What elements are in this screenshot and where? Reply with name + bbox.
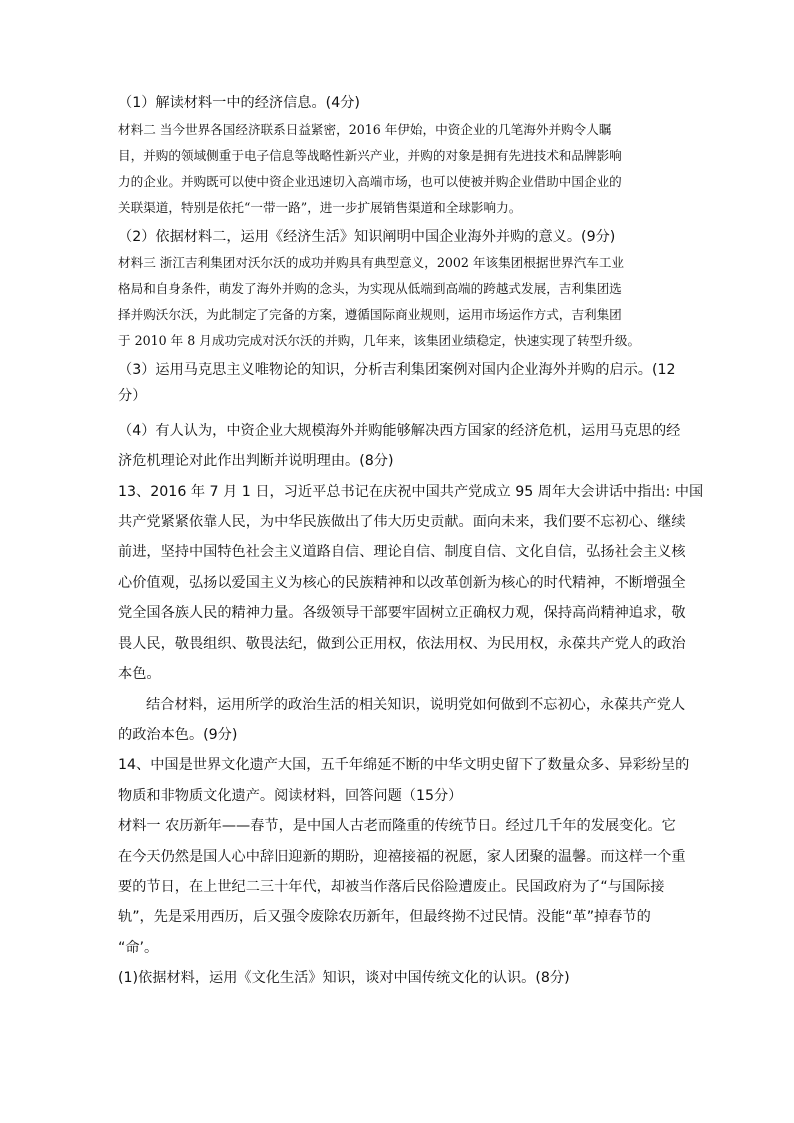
- material-1-line-3: 要的节日，在上世纪二三十年代，却被当作落后民俗险遭废止。民国政府为了“与国际接: [118, 879, 665, 895]
- question-14-line-1: 14、中国是世界文化遗产大国，五千年绵延不断的中华文明史留下了数量众多、异彩纷呈的: [118, 757, 690, 773]
- question-3-prompt-line-2: 分）: [118, 388, 147, 404]
- material-2-line-4: 关联渠道，特别是依托“一带一路”，进一步扩展销售渠道和全球影响力。: [118, 200, 522, 215]
- question-13-line-1: 13、2016 年 7 月 1 日，习近平总书记在庆祝中国共产党成立 95 周年大会讲话中指出: 中国: [118, 484, 704, 500]
- question-1-prompt: （1）解读材料一中的经济信息。(4分): [118, 95, 360, 111]
- question-2-prompt: （2）依据材料二，运用《经济生活》知识阐明中国企业海外并购的意义。(9分): [118, 229, 616, 245]
- question-13-line-2: 共产党紧紧依靠人民，为中华民族做出了伟大历史贡献。面向未来，我们要不忘初心、继续: [118, 514, 686, 530]
- question-13-line-3: 前进，坚持中国特色社会主义道路自信、理论自信、制度自信、文化自信，弘扬社会主义核: [118, 544, 686, 560]
- question-14-line-2: 物质和非物质文化遗产。阅读材料，回答问题（15分）: [118, 788, 463, 804]
- material-1-line-4: 轨”，先是采用西历，后又强令废除农历新年，但最终拗不过民情。没能“革”掉春节的: [118, 909, 651, 925]
- question-13-task-line-2: 的政治本色。(9分): [118, 727, 238, 743]
- material-1-line-2: 在今天仍然是国人心中辞旧迎新的期盼，迎禧接福的祝愿，家人团聚的温馨。而这样一个重: [118, 849, 686, 865]
- question-13-line-5: 党全国各族人民的精神力量。各级领导干部要牢固树立正确权力观，保持高尚精神追求，敬: [118, 605, 686, 621]
- material-1-line-1: 材料一 农历新年——春节，是中国人古老而隆重的传统节日。经过几千年的发展变化。它: [118, 818, 676, 834]
- material-3-line-4: 于 2010 年 8 月成功完成对沃尔沃的并购，几年来，该集团业绩稳定，快速实现了转型升级。: [118, 333, 641, 348]
- material-3-line-2: 格局和自身条件，萌发了海外并购的念头，为实现从低端到高端的跨越式发展，吉利集团选: [118, 281, 622, 296]
- material-3-line-1: 材料三 浙江吉利集团对沃尔沃的成功并购具有典型意义，2002 年该集团根据世界汽车工业: [118, 255, 625, 270]
- material-1-line-5: “命’。: [118, 940, 159, 956]
- question-13-line-7: 本色。: [118, 666, 161, 682]
- question-13-task-line-1: 结合材料，运用所学的政治生活的相关知识，说明党如何做到不忘初心，永葆共产党人: [146, 697, 686, 713]
- material-2-line-2: 目，并购的领域侧重于电子信息等战略性新兴产业，并购的对象是拥有先进技术和品牌影响: [118, 148, 622, 163]
- question-13-line-4: 心价值观，弘扬以爱国主义为核心的民族精神和以改革创新为核心的时代精神，不断增强全: [118, 575, 686, 591]
- material-2-line-1: 材料二 当今世界各国经济联系日益紧密，2016 年伊始，中资企业的几笔海外并购令人瞩: [118, 122, 612, 137]
- question-4-prompt-line-1: （4）有人认为，中资企业大规模海外并购能够解决西方国家的经济危机，运用马克思的经: [118, 423, 681, 439]
- question-13-line-6: 畏人民，敬畏组织、敬畏法纪，做到公正用权，依法用权、为民用权，永葆共产党人的政治: [118, 636, 686, 652]
- material-2-line-3: 力的企业。并购既可以使中资企业迅速切入高端市场，也可以使被并购企业借助中国企业的: [118, 174, 622, 189]
- question-14-subquestion-1: (1)依据材料，运用《文化生活》知识，谈对中国传统文化的认识。(8分): [118, 970, 570, 986]
- question-3-prompt-line-1: （3）运用马克思主义唯物论的知识，分析吉利集团案例对国内企业海外并购的启示。(12: [118, 362, 676, 378]
- question-4-prompt-line-2: 济危机理论对此作出判断并说明理由。(8分): [118, 453, 394, 469]
- material-3-line-3: 择并购沃尔沃，为此制定了完备的方案，遵循国际商业规则，运用市场运作方式，吉利集团: [118, 307, 622, 322]
